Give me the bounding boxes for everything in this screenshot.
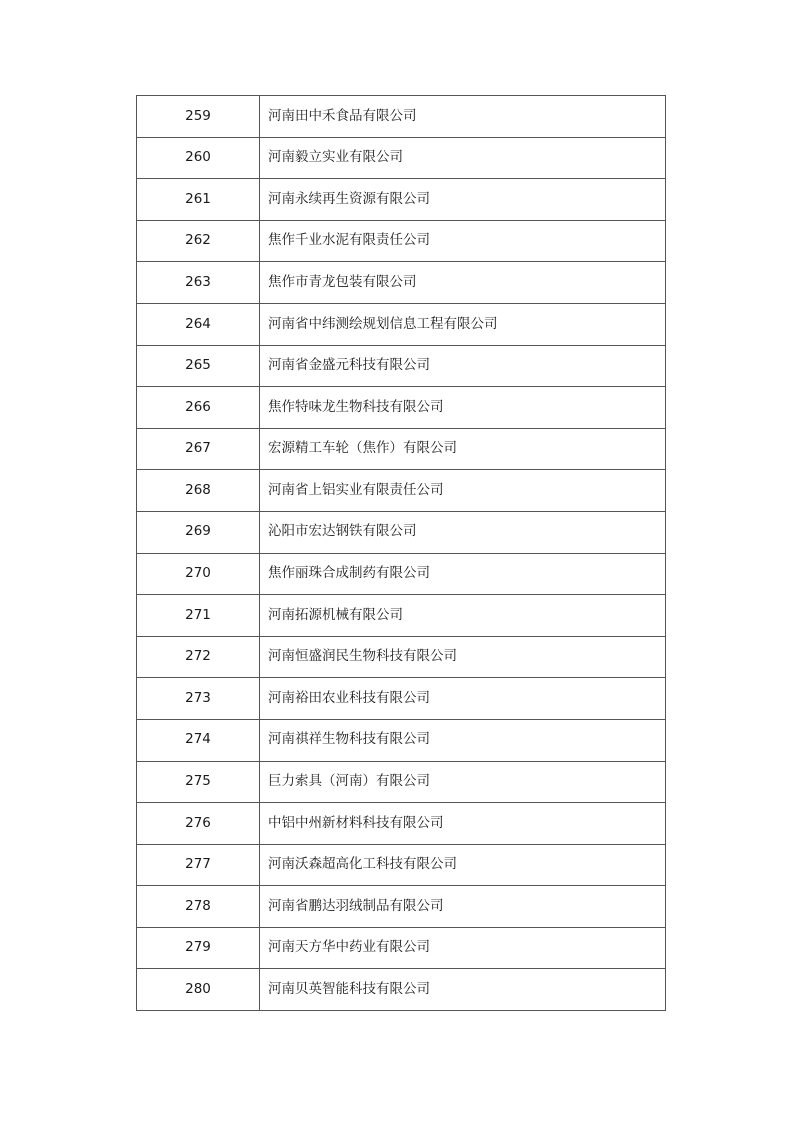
row-number-cell: 265 [137, 345, 260, 387]
row-number-cell: 261 [137, 179, 260, 221]
company-name-cell: 焦作千业水泥有限责任公司 [260, 220, 666, 262]
company-name-cell: 河南田中禾食品有限公司 [260, 96, 666, 138]
table-row [137, 719, 666, 761]
company-name-cell: 沁阳市宏达钢铁有限公司 [260, 511, 666, 553]
row-number-cell: 278 [137, 886, 260, 928]
table-row [137, 844, 666, 886]
table-row [137, 220, 666, 262]
row-number-cell: 275 [137, 761, 260, 803]
table-row [137, 179, 666, 221]
company-name-cell: 河南拓源机械有限公司 [260, 595, 666, 637]
row-number-cell: 264 [137, 303, 260, 345]
table-row [137, 636, 666, 678]
company-name-cell: 河南毅立实业有限公司 [260, 137, 666, 179]
company-name-cell: 河南裕田农业科技有限公司 [260, 678, 666, 720]
company-name-cell: 焦作市青龙包装有限公司 [260, 262, 666, 304]
company-name-cell: 焦作特味龙生物科技有限公司 [260, 387, 666, 429]
row-number-cell: 272 [137, 636, 260, 678]
company-name-cell: 河南永续再生资源有限公司 [260, 179, 666, 221]
table-row [137, 678, 666, 720]
company-name-cell: 河南恒盛润民生物科技有限公司 [260, 636, 666, 678]
company-name-cell: 河南省鹏达羽绒制品有限公司 [260, 886, 666, 928]
company-name-cell: 河南沃森超高化工科技有限公司 [260, 844, 666, 886]
row-number-cell: 273 [137, 678, 260, 720]
table-row [137, 262, 666, 304]
row-number-cell: 263 [137, 262, 260, 304]
table-row [137, 969, 666, 1011]
company-name-cell: 河南省中纬测绘规划信息工程有限公司 [260, 303, 666, 345]
table-row [137, 803, 666, 845]
company-list-table [136, 95, 666, 1011]
row-number-cell: 280 [137, 969, 260, 1011]
row-number-cell: 262 [137, 220, 260, 262]
company-name-cell: 河南贝英智能科技有限公司 [260, 969, 666, 1011]
row-number-cell: 269 [137, 511, 260, 553]
row-number-cell: 266 [137, 387, 260, 429]
row-number-cell: 276 [137, 803, 260, 845]
row-number-cell: 271 [137, 595, 260, 637]
table-row [137, 927, 666, 969]
table-row [137, 761, 666, 803]
row-number-cell: 277 [137, 844, 260, 886]
table-row [137, 137, 666, 179]
table-row [137, 387, 666, 429]
row-number-cell: 270 [137, 553, 260, 595]
row-number-cell: 259 [137, 96, 260, 138]
row-number-cell: 267 [137, 428, 260, 470]
table-row [137, 345, 666, 387]
row-number-cell: 279 [137, 927, 260, 969]
table-row [137, 303, 666, 345]
company-name-cell: 宏源精工车轮（焦作）有限公司 [260, 428, 666, 470]
table-row [137, 595, 666, 637]
company-name-cell: 焦作丽珠合成制药有限公司 [260, 553, 666, 595]
table-row [137, 553, 666, 595]
company-name-cell: 中铝中州新材料科技有限公司 [260, 803, 666, 845]
table-row [137, 511, 666, 553]
row-number-cell: 260 [137, 137, 260, 179]
company-name-cell: 河南省金盛元科技有限公司 [260, 345, 666, 387]
company-name-cell: 巨力索具（河南）有限公司 [260, 761, 666, 803]
table-row [137, 428, 666, 470]
row-number-cell: 274 [137, 719, 260, 761]
company-list-body [137, 96, 666, 1011]
company-name-cell: 河南祺祥生物科技有限公司 [260, 719, 666, 761]
company-name-cell: 河南省上铝实业有限责任公司 [260, 470, 666, 512]
table-row [137, 886, 666, 928]
table-row [137, 470, 666, 512]
row-number-cell: 268 [137, 470, 260, 512]
company-name-cell: 河南天方华中药业有限公司 [260, 927, 666, 969]
table-row [137, 96, 666, 138]
